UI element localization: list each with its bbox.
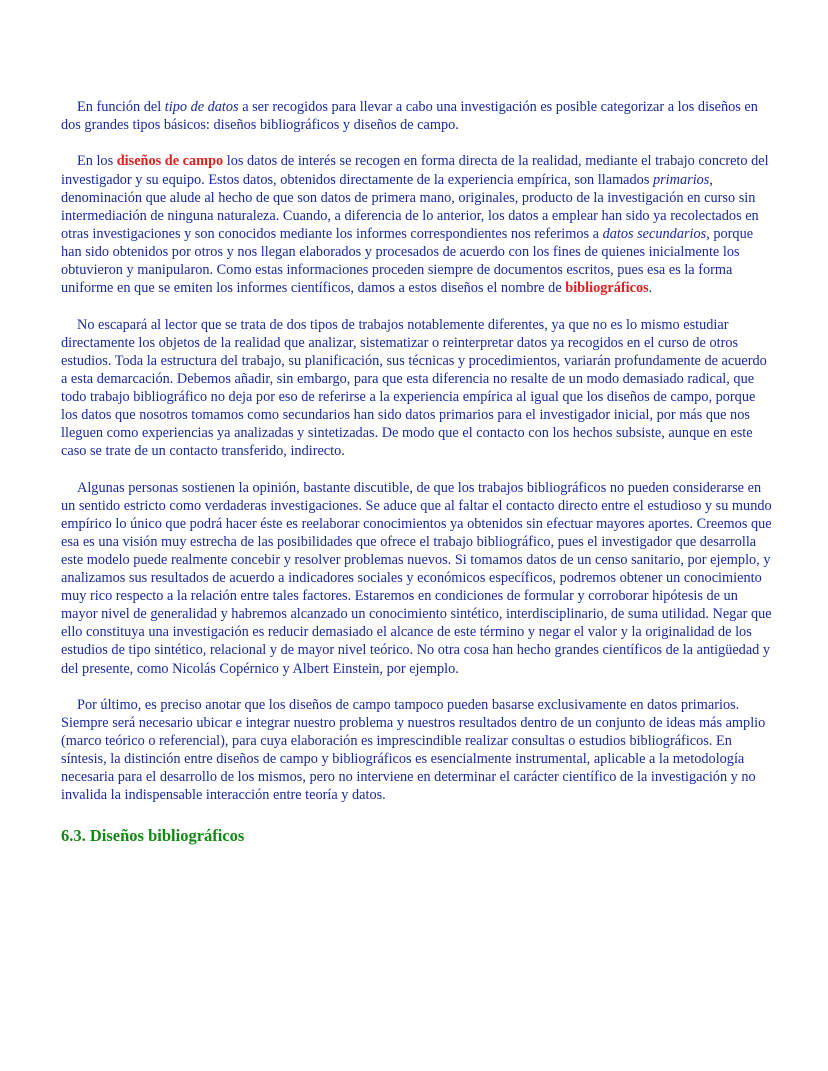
italic-term-primarios: primarios (652, 171, 710, 188)
italic-term-tipo-de-datos: tipo de datos (164, 99, 239, 115)
highlight-term-disenos-de-campo: diseños de campo (116, 153, 224, 170)
section-heading: 6.3. Diseños bibliográficos (61, 826, 245, 846)
paragraph-disenos-de-campo (61, 152, 773, 297)
highlight-term-bibliograficos: bibliográficos (565, 280, 649, 297)
italic-term-datos-secundarios: datos secundarios (602, 225, 707, 242)
text-segment: , denominación que alude al hecho de que son datos de primera mano, originales, producto de la investigación en curso sin intermediación de ninguna naturaleza. Cuando, a diferencia de lo anterior, los datos a emplear han sido ya recolectados en otras investigaciones y son conocidos mediante los informes correspondientes nos referimos a (61, 171, 759, 242)
text-segment: los datos de interés se recogen en forma directa de la realidad, mediante el trabajo concreto del investigador y su equipo. Estos datos, obtenidos directamente de la experiencia empírica, son llamados (61, 153, 769, 188)
text-segment: , porque han sido obtenidos por otros y nos llegan elaborados y procesados de acuerdo con los fines de quienes inicialmente los obtuvieron y manipularon. Como estas informaciones proceden siempre de documentos escritos, pues esa es la forma uniforme en que se emiten los informes científicos, damos a estos diseños el nombre de (61, 225, 754, 297)
text-segment: a ser recogidos para llevar a cabo una investigación es posible categorizar a los diseños en dos grandes tipos básicos: diseños bibliográficos y diseños de campo. (61, 99, 758, 134)
text-segment: . (648, 280, 653, 297)
paragraph-diferencias: No escapará al lector que se trata de dos tipos de trabajos notablemente diferentes, ya que no es lo mismo estudiar directamente los objetos de la realidad que analizar, sistematizar o reinterpretar datos ya recogidos en el curso de otros estudios. Toda la estructura del trabajo, su planificación, sus técnicas y procedimientos, variarán profundamente de acuerdo a esta demarcación. Debemos añadir, sin embargo, para que esta diferencia no resalte de un modo demasiado radical, que todo trabajo bibliográfico no deja por eso de referirse a la experiencia empírica al igual que los diseños de campo, porque los datos que nosotros tomamos como secundarios han sido datos primarios para el investigador inicial, por más que nos lleguen como experiencias ya analizadas y sintetizadas. De modo que el contacto con los hechos subsiste, aunque en este caso se trate de un contacto transferido, indirecto. (61, 316, 767, 460)
document-page (61, 98, 773, 846)
paragraph-opinion: Algunas personas sostienen la opinión, bastante discutible, de que los trabajos bibliográficos no pueden considerarse en un sentido estricto como verdaderas investigaciones. Se aduce que al faltar el contacto directo entre el estudioso y su mundo empírico lo único que podrá hacer éste es reelaborar conocimientos ya obtenidos sin efectuar mayores aportes. Creemos que esa es una visión muy estrecha de las posibilidades que ofrece el trabajo bibliográfico, pues el investigador que desarrolla este modelo puede realmente concebir y resolver problemas nuevos. Si tomamos datos de un censo sanitario, por ejemplo, y analizamos sus resultados de acuerdo a indicadores sociales y económicos específicos, podremos obtener un conocimiento muy rico respecto a la relación entre tales factores. Estaremos en condiciones de formular y corroborar hipótesis de un mayor nivel de generalidad y habremos alcanzado un conocimiento sintético, interdisciplinario, de suma utilidad. Negar que ello constituya una investigación es reducir demasiado el alcance de este término y negar el valor y la originalidad de los estudios de tipo sintético, relacional y de mayor nivel teórico. No otra cosa han hecho grandes científicos de la antigüedad y del presente, como Nicolás Copérnico y Albert Einstein, por ejemplo. (61, 479, 772, 677)
text-segment: En función del (77, 99, 165, 115)
text-segment: En los (77, 153, 117, 170)
paragraph-intro (61, 98, 773, 134)
paragraph-conclusion: Por último, es preciso anotar que los diseños de campo tampoco pueden basarse exclusivamente en datos primarios. Siempre será necesario ubicar e integrar nuestro problema y nuestros resultados dentro de un conjunto de ideas más amplio (marco teórico o referencial), para cuya elaboración es imprescindible realizar consultas o estudios bibliográficos. En síntesis, la distinción entre diseños de campo y bibliográficos es esencialmente instrumental, aplicable a la metodología necesaria para el desarrollo de los mismos, pero no interviene en determinar el carácter científico de la investigación y no invalida la indispensable interacción entre teoría y datos. (61, 696, 766, 804)
